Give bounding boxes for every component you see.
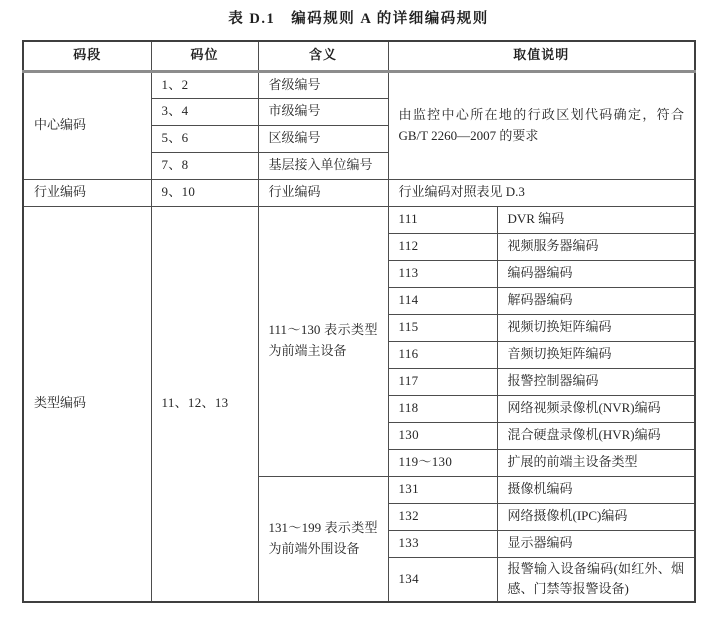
- header-position: 码位: [151, 41, 258, 71]
- pos-cell: 11、12、13: [151, 206, 258, 602]
- header-meaning: 含义: [258, 41, 388, 71]
- code-cell: 111: [388, 206, 497, 233]
- code-cell: 114: [388, 287, 497, 314]
- meaning-cell: 省级编号: [258, 71, 388, 98]
- desc-cell: 网络摄像机(IPC)编码: [497, 503, 695, 530]
- header-value-desc: 取值说明: [388, 41, 695, 71]
- desc-cell: 网络视频录像机(NVR)编码: [497, 395, 695, 422]
- meaning-cell: 区级编号: [258, 125, 388, 152]
- pos-cell: 9、10: [151, 179, 258, 206]
- desc-cell: 扩展的前端主设备类型: [497, 449, 695, 476]
- desc-cell: 混合硬盘录像机(HVR)编码: [497, 422, 695, 449]
- code-cell: 133: [388, 530, 497, 557]
- table-row: [23, 206, 695, 233]
- desc-cell: 编码器编码: [497, 260, 695, 287]
- code-cell: 115: [388, 314, 497, 341]
- meaning-cell: 基层接入单位编号: [258, 152, 388, 179]
- desc-cell: 音频切换矩阵编码: [497, 341, 695, 368]
- pos-cell: 3、4: [151, 98, 258, 125]
- code-cell: 119～130: [388, 449, 497, 476]
- meaning-cell-front-peripheral: 131～199 表示类型为前端外围设备: [258, 476, 388, 602]
- desc-cell: 解码器编码: [497, 287, 695, 314]
- pos-cell: 5、6: [151, 125, 258, 152]
- code-cell: 132: [388, 503, 497, 530]
- desc-cell: 报警控制器编码: [497, 368, 695, 395]
- segment-cell-industry: 行业编码: [23, 179, 151, 206]
- meaning-cell: 市级编号: [258, 98, 388, 125]
- segment-cell-type: 类型编码: [23, 206, 151, 602]
- desc-cell: DVR 编码: [497, 206, 695, 233]
- table-row: [23, 179, 695, 206]
- meaning-cell: 行业编码: [258, 179, 388, 206]
- code-cell: 117: [388, 368, 497, 395]
- header-segment: 码段: [23, 41, 151, 71]
- desc-cell: 摄像机编码: [497, 476, 695, 503]
- segment-cell-center: 中心编码: [23, 71, 151, 179]
- desc-cell: 视频服务器编码: [497, 233, 695, 260]
- code-cell: 118: [388, 395, 497, 422]
- desc-cell: 显示器编码: [497, 530, 695, 557]
- value-desc-industry: 行业编码对照表见 D.3: [388, 179, 695, 206]
- code-cell: 113: [388, 260, 497, 287]
- code-cell: 131: [388, 476, 497, 503]
- pos-cell: 7、8: [151, 152, 258, 179]
- pos-cell: 1、2: [151, 71, 258, 98]
- value-desc-center: 由监控中心所在地的行政区划代码确定，符合 GB/T 2260—2007 的要求: [388, 71, 695, 179]
- code-cell: 134: [388, 557, 497, 602]
- code-cell: 112: [388, 233, 497, 260]
- coding-rules-table: [22, 40, 696, 603]
- desc-cell: 视频切换矩阵编码: [497, 314, 695, 341]
- header-row: [23, 41, 695, 71]
- table-row: [23, 71, 695, 98]
- meaning-cell-front-main: 111～130 表示类型为前端主设备: [258, 206, 388, 476]
- code-cell: 116: [388, 341, 497, 368]
- table-title: 表 D.1 编码规则 A 的详细编码规则: [228, 11, 489, 27]
- desc-cell: 报警输入设备编码(如红外、烟感、门禁等报警设备): [497, 557, 695, 602]
- code-cell: 130: [388, 422, 497, 449]
